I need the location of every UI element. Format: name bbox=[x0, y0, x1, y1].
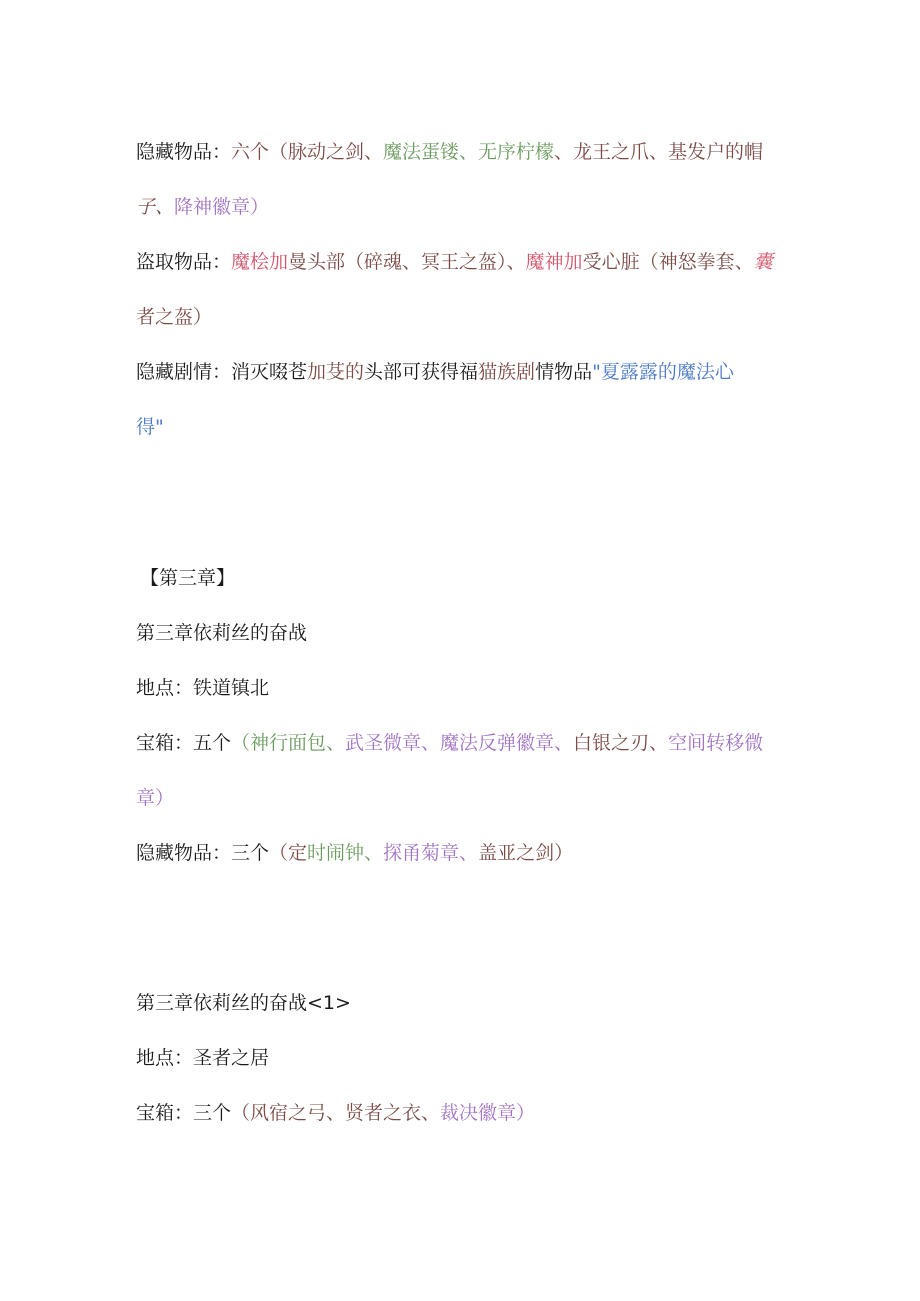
chapter3-part1-title: 第三章依莉丝的奋战 bbox=[136, 622, 308, 644]
hidden-items-line-cont bbox=[136, 195, 269, 219]
stolen-items-cont-text: 者之盔） bbox=[136, 306, 213, 328]
hidden-plot-line-cont bbox=[136, 415, 164, 439]
chapter3-part1-chests-cont bbox=[136, 786, 174, 810]
chests-purple-text-1: 武圣微章、魔法反弹徽章、 bbox=[345, 732, 574, 754]
hidden-plot-text-4: 猫族剧 bbox=[478, 361, 536, 383]
hidden-plot-text-5: 情物品 bbox=[535, 361, 593, 383]
hidden-plot-text-6: "夏露露的魔法心 bbox=[592, 361, 734, 383]
stolen-items-red-3: 囊 bbox=[753, 251, 773, 273]
chapter3-part1-chests-line bbox=[136, 731, 763, 755]
hidden-plot-text-1: 隐藏剧情：消灭啜苍 bbox=[136, 361, 308, 383]
chapter3-part1-hidden-line bbox=[136, 841, 573, 865]
stolen-items-red-1: 魔桧加 bbox=[231, 251, 289, 273]
stolen-items-brown-2: 受心脏（神怒拳套、 bbox=[582, 251, 754, 273]
stolen-items-brown-1: 曼头部（碎魂、冥王之盔）、 bbox=[288, 251, 526, 273]
hidden-items-green-text: 魔法蛋镂、无序柠檬 bbox=[383, 141, 555, 163]
chests-label: 宝箱：五个 bbox=[136, 732, 232, 754]
hidden-plot-text-3: 头部可获得福 bbox=[364, 361, 479, 383]
hidden-brown-1: （定 bbox=[269, 842, 308, 864]
stolen-items-label: 盗取物品： bbox=[136, 251, 232, 273]
chests2-purple-text: 裁决徽章） bbox=[440, 1102, 536, 1124]
hidden-items-purple-text: 降神徽章） bbox=[174, 196, 270, 218]
hidden-items-label: 隐藏物品： bbox=[136, 141, 232, 163]
chapter3-part2-chests-line bbox=[136, 1101, 535, 1125]
hidden-items-count-text: 六个（脉动之剑、 bbox=[231, 141, 384, 163]
stolen-items-line bbox=[136, 250, 773, 274]
chests2-label: 宝箱：三个 bbox=[136, 1102, 232, 1124]
hidden-items-line bbox=[136, 140, 763, 164]
hidden-brown-2: 盖亚之剑） bbox=[478, 842, 574, 864]
hidden-label: 隐藏物品：三个 bbox=[136, 842, 270, 864]
chests-green-text: （神行面包、 bbox=[231, 732, 346, 754]
stolen-items-line-cont bbox=[136, 305, 212, 329]
chests2-brown-text: （风宿之弓、贤者之衣、 bbox=[231, 1102, 441, 1124]
hidden-plot-text-7: 得" bbox=[136, 416, 164, 438]
hidden-purple: 探甬菊章、 bbox=[383, 842, 479, 864]
chests-purple-text-2: 空间转移微 bbox=[668, 732, 764, 754]
hidden-plot-line bbox=[136, 360, 734, 384]
hidden-items-cont-text: 子、 bbox=[136, 196, 175, 218]
stolen-items-red-2: 魔神加 bbox=[525, 251, 583, 273]
hidden-plot-text-2: 加芟的 bbox=[307, 361, 365, 383]
hidden-items-brown-text: 、龙王之爪、基发户的帽 bbox=[554, 141, 764, 163]
chapter3-part1-location: 地点：铁道镇北 bbox=[136, 677, 270, 699]
chapter3-part2-location: 地点：圣者之居 bbox=[136, 1047, 270, 1069]
chests-cont-text: 章） bbox=[136, 787, 175, 809]
hidden-green: 时闹钟、 bbox=[307, 842, 384, 864]
chapter3-part2-title: 第三章依莉丝的奋战<1> bbox=[136, 992, 351, 1014]
chapter-heading: 【第三章】 bbox=[140, 567, 236, 589]
chests-brown-text: 白银之刃、 bbox=[573, 732, 669, 754]
